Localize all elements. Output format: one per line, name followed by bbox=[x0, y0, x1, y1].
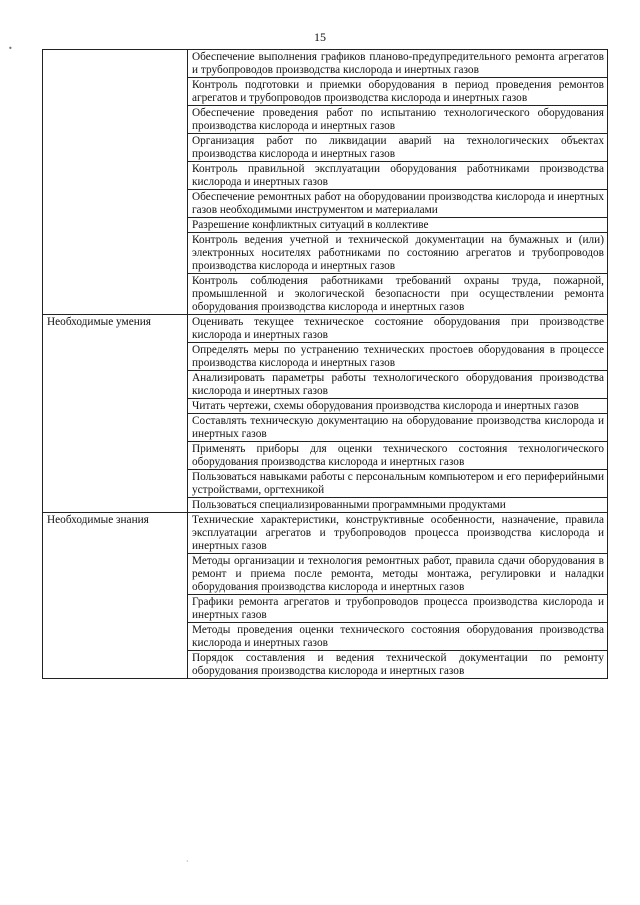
scan-mark: · bbox=[186, 857, 189, 866]
table-row bbox=[43, 513, 608, 554]
page-number: 15 bbox=[314, 30, 326, 44]
table-cell: Пользоваться навыками работы с персональным компьютером и его периферийными устройствами, оргтехникой bbox=[188, 470, 608, 498]
table-cell: Методы организации и технология ремонтных работ, правила сдачи оборудования в ремонт и приема после ремонта, методы монтажа, регулировки и наладки оборудования производства кислорода и инертных газов bbox=[188, 554, 608, 595]
table-body bbox=[43, 50, 608, 679]
table-cell: Методы проведения оценки технического состояния оборудования производства кислорода и инертных газов bbox=[188, 623, 608, 651]
table-cell: Порядок составления и ведения технической документации по ремонту оборудования производства кислорода и инертных газов bbox=[188, 651, 608, 679]
table-cell: Контроль ведения учетной и технической документации на бумажных и (или) электронных носителях работниками по состоянию агрегатов и трубопроводов производства кислорода и инертных газов bbox=[188, 233, 608, 274]
functions-table bbox=[42, 49, 608, 679]
scan-mark: • bbox=[8, 44, 13, 53]
table-row bbox=[43, 315, 608, 343]
table-cell: Обеспечение проведения работ по испытанию технологического оборудования производства кислорода и инертных газов bbox=[188, 106, 608, 134]
table-cell: Читать чертежи, схемы оборудования производства кислорода и инертных газов bbox=[188, 399, 608, 414]
table-cell: Обеспечение выполнения графиков планово-предупредительного ремонта агрегатов и трубопроводов производства кислорода и инертных газов bbox=[188, 50, 608, 78]
table-cell: Оценивать текущее техническое состояние оборудования при производстве кислорода и инертных газов bbox=[188, 315, 608, 343]
table-cell: Определять меры по устранению технических простоев оборудования в процессе производства кислорода и инертных газов bbox=[188, 343, 608, 371]
table-cell: Пользоваться специализированными программными продуктами bbox=[188, 498, 608, 513]
table-cell: Анализировать параметры работы технологического оборудования производства кислорода и инертных газов bbox=[188, 371, 608, 399]
row-label: Необходимые умения bbox=[43, 315, 188, 513]
table-cell: Контроль соблюдения работниками требований охраны труда, пожарной, промышленной и экологической безопасности при осуществлении ремонта оборудования производства кислорода и инертных газов bbox=[188, 274, 608, 315]
table-cell: Графики ремонта агрегатов и трубопроводов процесса производства кислорода и инертных газов bbox=[188, 595, 608, 623]
table-cell: Организация работ по ликвидации аварий на технологических объектах производства кислорода и инертных газов bbox=[188, 134, 608, 162]
table-row bbox=[43, 50, 608, 78]
table-cell: Контроль подготовки и приемки оборудования в период проведения ремонтов агрегатов и трубопроводов производства кислорода и инертных газов bbox=[188, 78, 608, 106]
table-cell: Применять приборы для оценки технического состояния технологического оборудования производства кислорода и инертных газов bbox=[188, 442, 608, 470]
row-label: Необходимые знания bbox=[43, 513, 188, 679]
table-cell: Технические характеристики, конструктивные особенности, назначение, правила эксплуатации агрегатов и трубопроводов процесса производства кислорода и инертных газов bbox=[188, 513, 608, 554]
table-cell: Обеспечение ремонтных работ на оборудовании производства кислорода и инертных газов необходимыми инструментом и материалами bbox=[188, 190, 608, 218]
table-cell: Разрешение конфликтных ситуаций в коллективе bbox=[188, 218, 608, 233]
table-cell: Контроль правильной эксплуатации оборудования работниками производства кислорода и инертных газов bbox=[188, 162, 608, 190]
table-cell: Составлять техническую документацию на оборудование производства кислорода и инертных газов bbox=[188, 414, 608, 442]
row-label bbox=[43, 50, 188, 315]
